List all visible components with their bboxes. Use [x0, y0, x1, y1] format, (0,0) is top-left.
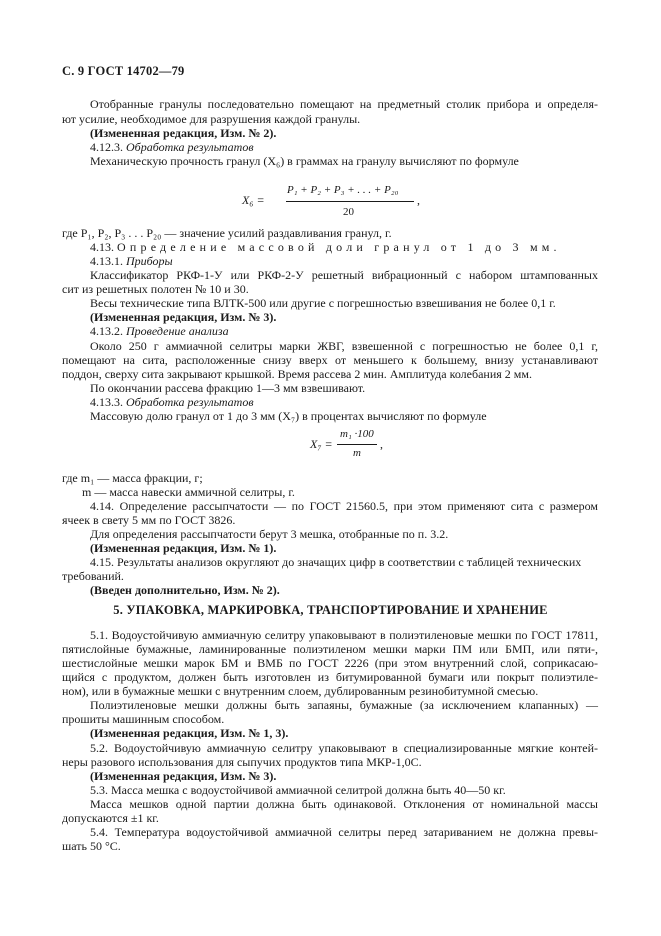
paragraph-line: требований.: [62, 569, 124, 583]
amendment-note: (Измененная редакция, Изм. № 3).: [90, 310, 277, 324]
paragraph-line: 4.14. Определение рассыпчатости — по ГОСТ 21560.5, при этом применяют сита с размером: [90, 499, 598, 513]
paragraph-line: ном), или в бумажные мешки с внутренним слоем, дублированным резинобитумной смесью.: [62, 684, 539, 698]
paragraph-line: Механическую прочность гранул (X₆) в граммах на гранулу вычисляют по формуле: [90, 154, 519, 168]
amendment-note: (Измененная редакция, Изм. № 3).: [90, 769, 277, 783]
paragraph-line: Полиэтиленовые мешки должны быть запаяны, бумажные (за исключением клапанных) —: [90, 698, 598, 712]
subsection-title: Проведение анализа: [126, 324, 229, 338]
subsection-title: Приборы: [126, 254, 173, 268]
paragraph-line: Масса мешков одной партии должна быть одинаковой. Отклонения от номинальной массы: [90, 797, 598, 811]
formula-numerator: P₁ + P₂ + P₃ + . . . + P₂₀: [287, 184, 399, 196]
subsection-number: 4.13.: [90, 240, 117, 254]
formula-denominator: 20: [343, 206, 354, 218]
paragraph-line: 5.2. Водоустойчивую аммиачную селитру упаковывают в специализированные мягкие контей-: [90, 741, 598, 755]
paragraph-line: щийся с продуктом, должен быть изготовлен из битумированной бумаги или покрыт полиэтиле-: [62, 670, 598, 684]
paragraph-line: Массовую долю гранул от 1 до 3 мм (X₇) в процентах вычисляют по формуле: [90, 409, 487, 423]
paragraph-line: 5.1. Водоустойчивую аммиачную селитру упаковывают в полиэтиленовые мешки по ГОСТ 17811,: [90, 628, 598, 642]
fraction-bar: [337, 444, 377, 445]
paragraph-line: помещают на сита, расположенные снизу вверх от меньшего к большему, внизу устанавливают: [62, 353, 598, 367]
subsection-number: 4.12.3.: [90, 140, 126, 154]
paragraph-line: Классификатор РКФ-1-У или РКФ-2-У решетный вибрационный с набором штампованных: [90, 268, 598, 282]
paragraph-line: 5.3. Масса мешка с водоустойчивой аммиачной селитрой должна быть 40—50 кг.: [90, 783, 506, 797]
paragraph-line: допускаются ±1 кг.: [62, 811, 159, 825]
paragraph-line: где P₁, P₂, P₃ . . . P₂₀ — значение усилий раздавливания гранул, г.: [62, 226, 392, 240]
subsection-heading: [90, 140, 254, 155]
paragraph-line: ют усилие, необходимое для разрушения каждой гранулы.: [62, 112, 361, 126]
formula-numerator: m₁ ·100: [340, 428, 374, 440]
paragraph-line: Около 250 г аммиачной селитры марки ЖВГ, взвешенной с погрешностью не более 0,1 г,: [90, 339, 598, 353]
paragraph-line: Для определения рассыпчатости берут 3 мешка, отобранные по п. 3.2.: [90, 527, 449, 541]
subsection-title: Обработка результатов: [126, 140, 254, 154]
paragraph-line: пятислойные бумажные, ламинированные полиэтиленом мешки марки ПМ или БМП, или пяти-,: [62, 642, 598, 656]
paragraph-line: сит из решетных полотен № 10 и 30.: [62, 282, 249, 296]
paragraph-line: Отобранные гранулы последовательно помещают на предметный столик прибора и определя-: [90, 97, 598, 111]
formula-lhs: X₆ =: [242, 193, 265, 207]
formula-denominator: m: [353, 447, 361, 459]
amendment-note: (Измененная редакция, Изм. № 1).: [90, 541, 277, 555]
paragraph-line: 5.4. Температура водоустойчивой аммиачной селитры перед затариванием не должна превы-: [90, 825, 598, 839]
section-title: 5. УПАКОВКА, МАРКИРОВКА, ТРАНСПОРТИРОВАНИЕ И ХРАНЕНИЕ: [113, 603, 548, 617]
subsection-heading: [90, 240, 561, 255]
amendment-note: (Измененная редакция, Изм. № 1, 3).: [90, 726, 289, 740]
paragraph-line: шестислойные мешки марок БМ и ВМБ по ГОСТ 2226 (при этом внутренний слой, соприкасаю-: [62, 656, 598, 670]
subsection-number: 4.13.3.: [90, 395, 126, 409]
paragraph-line: m — масса навески аммичной селитры, г.: [82, 485, 295, 499]
subsection-heading: [90, 395, 254, 410]
paragraph-line: прошиты машинным способом.: [62, 712, 225, 726]
fraction-bar: [286, 201, 414, 202]
paragraph-line: неры разового использования для сыпучих продуктов типа МКР-1,0С.: [62, 755, 422, 769]
amendment-note: (Измененная редакция, Изм. № 2).: [90, 126, 277, 140]
paragraph-line: поддон, сверху сита закрывают крышкой. Время рассева 2 мин. Амплитуда колебания 2 мм.: [62, 367, 532, 381]
subsection-title: Обработка результатов: [126, 395, 254, 409]
paragraph-line: 4.15. Результаты анализов округляют до значащих цифр в соответствии с таблицей технических: [90, 555, 582, 569]
paragraph-line: Весы технические типа ВЛТК-500 или другие с погрешностью взвешивания не более 0,1 г.: [90, 296, 556, 310]
paragraph-line: где m₁ — масса фракции, г;: [62, 471, 203, 485]
page-header: С. 9 ГОСТ 14702—79: [62, 64, 185, 78]
subsection-heading: [90, 254, 173, 269]
amendment-note: (Введен дополнительно, Изм. № 2).: [90, 583, 280, 597]
formula-lhs: X₇ =: [310, 437, 333, 451]
subsection-title: Определение массовой доли гранул от 1 до 3 мм.: [117, 240, 561, 254]
subsection-number: 4.13.2.: [90, 324, 126, 338]
formula-tail: ,: [380, 437, 383, 451]
subsection-number: 4.13.1.: [90, 254, 126, 268]
paragraph-line: шать 50 °С.: [62, 839, 121, 853]
formula-tail: ,: [417, 193, 420, 207]
paragraph-line: ячеек в свету 5 мм по ГОСТ 3826.: [62, 513, 236, 527]
subsection-heading: [90, 324, 229, 339]
paragraph-line: По окончании рассева фракцию 1—3 мм взвешивают.: [90, 381, 366, 395]
